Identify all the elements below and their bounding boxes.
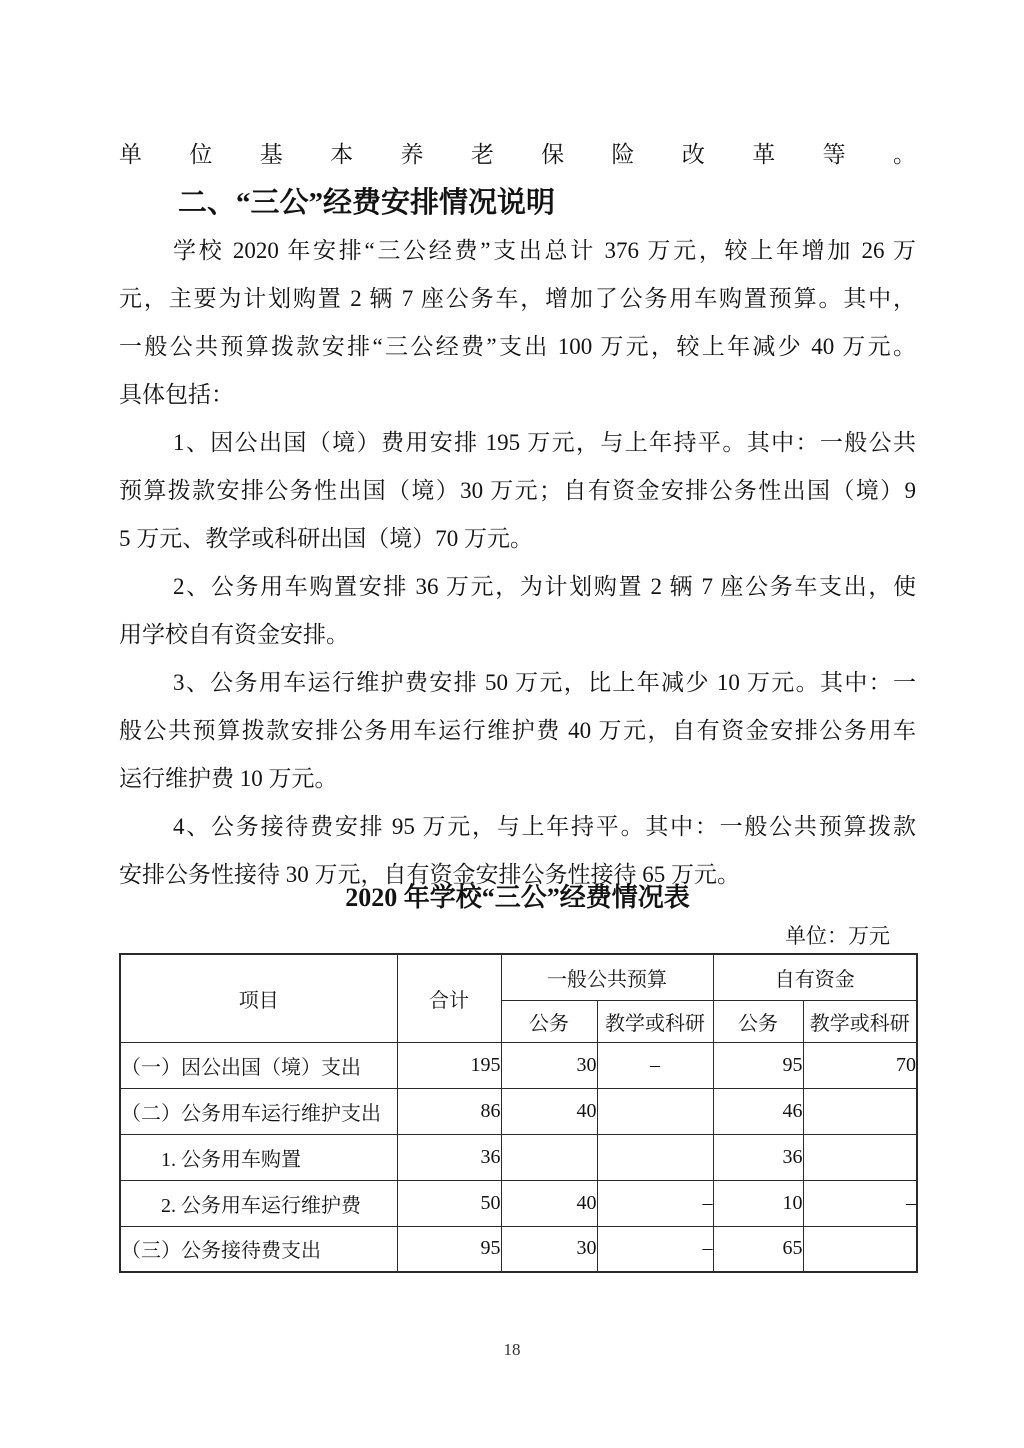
cell-of-teach-research: 70 <box>803 1042 917 1088</box>
paragraph-line: 运行维护费 10 万元。 <box>119 766 338 791</box>
cell-gb-official <box>501 1134 597 1180</box>
cell-gb-teach-research: – <box>597 1042 713 1088</box>
header-gb-teach-research: 教学或科研 <box>597 1000 713 1042</box>
table-header-row <box>120 954 917 1000</box>
intro-line: 单位基本养老保险改革等。 <box>119 142 916 167</box>
cell-gb-official: 30 <box>501 1226 597 1272</box>
header-item: 项目 <box>120 954 397 1042</box>
cell-of-official: 10 <box>713 1180 803 1226</box>
header-gb-official: 公务 <box>501 1000 597 1042</box>
header-general-budget: 一般公共预算 <box>501 954 713 1000</box>
paragraph-line: 4、公务接待费安排 95 万元，与上年持平。其中：一般公共预算拨款 <box>173 814 916 839</box>
page-number: 18 <box>503 1340 521 1359</box>
row-label: （二）公务用车运行维护支出 <box>120 1088 397 1134</box>
row-label: 1. 公务用车购置 <box>120 1134 397 1180</box>
row-label: 2. 公务用车运行维护费 <box>120 1180 397 1226</box>
budget-table <box>119 953 918 1273</box>
row-label: （三）公务接待费支出 <box>120 1226 397 1272</box>
cell-gb-teach-research: – <box>597 1180 713 1226</box>
header-own-funds: 自有资金 <box>713 954 917 1000</box>
paragraph-line: 预算拨款安排公务性出国（境）30 万元；自有资金安排公务性出国（境）9 <box>119 478 916 503</box>
table-row <box>120 1226 917 1272</box>
cell-of-teach-research <box>803 1134 917 1180</box>
document-content <box>119 0 916 1273</box>
table-row <box>120 1134 917 1180</box>
paragraph-line: 5 万元、教学或科研出国（境）70 万元。 <box>119 526 533 551</box>
cell-of-official: 36 <box>713 1134 803 1180</box>
cell-of-official: 95 <box>713 1042 803 1088</box>
cell-gb-official: 30 <box>501 1042 597 1088</box>
paragraph-line: 2、公务用车购置安排 36 万元，为计划购置 2 辆 7 座公务车支出，使 <box>173 574 916 599</box>
row-label: （一）因公出国（境）支出 <box>120 1042 397 1088</box>
cell-total: 36 <box>397 1134 501 1180</box>
paragraph-line: 具体包括： <box>119 382 234 407</box>
paragraph-line: 般公共预算拨款安排公务用车运行维护费 40 万元，自有资金安排公务用车 <box>119 718 916 743</box>
paragraph-line: 学校 2020 年安排“三公经费”支出总计 376 万元，较上年增加 26 万 <box>173 238 916 263</box>
cell-total: 195 <box>397 1042 501 1088</box>
table-row <box>120 1180 917 1226</box>
paragraph-line: 1、因公出国（境）费用安排 195 万元，与上年持平。其中：一般公共 <box>173 430 916 455</box>
paragraph-line: 用学校自有资金安排。 <box>119 622 349 647</box>
table-unit-label: 单位：万元 <box>785 924 890 948</box>
cell-of-teach-research <box>803 1226 917 1272</box>
table-row <box>120 1042 917 1088</box>
cell-gb-teach-research: – <box>597 1226 713 1272</box>
section-heading: 二、“三公”经费安排情况说明 <box>178 187 556 219</box>
paragraph-line: 元，主要为计划购置 2 辆 7 座公务车，增加了公务用车购置预算。其中， <box>119 286 916 311</box>
cell-total: 95 <box>397 1226 501 1272</box>
cell-gb-official: 40 <box>501 1180 597 1226</box>
paragraph-line: 一般公共预算拨款安排“三公经费”支出 100 万元，较上年减少 40 万元。 <box>119 334 916 359</box>
table-title: 2020 年学校“三公”经费情况表 <box>345 883 690 912</box>
header-of-official: 公务 <box>713 1000 803 1042</box>
paragraph-line: 3、公务用车运行维护费安排 50 万元，比上年减少 10 万元。其中：一 <box>173 670 916 695</box>
cell-total: 50 <box>397 1180 501 1226</box>
cell-of-official: 65 <box>713 1226 803 1272</box>
cell-gb-official: 40 <box>501 1088 597 1134</box>
cell-total: 86 <box>397 1088 501 1134</box>
cell-gb-teach-research <box>597 1088 713 1134</box>
cell-gb-teach-research <box>597 1134 713 1180</box>
header-total: 合计 <box>397 954 501 1042</box>
table-row <box>120 1088 917 1134</box>
paragraph-line: 安排公务性接待 30 万元，自有资金安排公务性接待 65 万元。 <box>119 862 740 887</box>
cell-of-teach-research: – <box>803 1180 917 1226</box>
cell-of-official: 46 <box>713 1088 803 1134</box>
header-of-teach-research: 教学或科研 <box>803 1000 917 1042</box>
cell-of-teach-research <box>803 1088 917 1134</box>
